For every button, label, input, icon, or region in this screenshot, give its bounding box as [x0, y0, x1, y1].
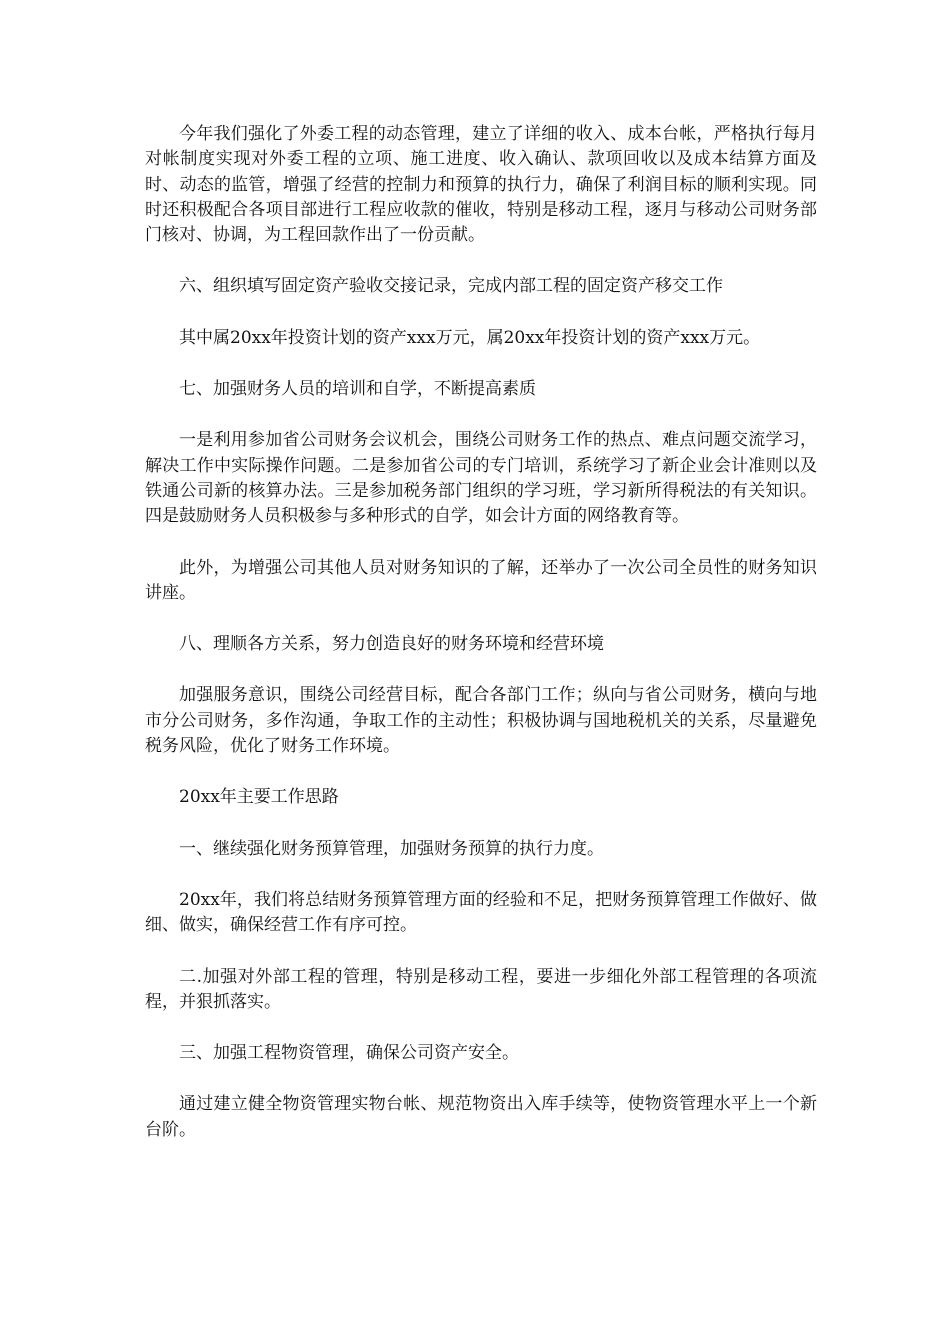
paragraph-training: 一是利用参加省公司财务会议机会，围绕公司财务工作的热点、难点问题交流学习，解决工作中实际操作问题。二是参加省公司的专门培训，系统学习了新企业会计准则以及铁通公司新的核算办法。三是参加税务部门组织的学习班，学习新所得税法的有关知识。四是鼓励财务人员积极参与多种形式的自学，如会计方面的网络教育等。	[145, 430, 817, 527]
heading-section-eight: 八、理顺各方关系，努力创造良好的财务环境和经营环境	[179, 634, 604, 655]
paragraph-outsourced-projects: 今年我们强化了外委工程的动态管理，建立了详细的收入、成本台帐，严格执行每月对帐制度实现对外委工程的立项、施工进度、收入确认、款项回收以及成本结算方面及时、动态的监管，增强了经营的控制力和预算的执行力，确保了利润目标的顺利实现。同时还积极配合各项目部进行工程应收款的催收，特别是移动工程，逐月与移动公司财务部门核对、协调，为工程回款作出了一份贡献。	[145, 124, 817, 246]
paragraph-materials: 通过建立健全物资管理实物台帐、规范物资出入库手续等，使物资管理水平上一个新台阶。	[145, 1094, 817, 1140]
heading-section-six: 六、组织填写固定资产验收交接记录，完成内部工程的固定资产移交工作	[179, 276, 723, 297]
paragraph-lecture: 此外，为增强公司其他人员对财务知识的了解，还举办了一次公司全员性的财务知识讲座。	[145, 557, 817, 603]
paragraph-relations: 加强服务意识，围绕公司经营目标，配合各部门工作；纵向与省公司财务，横向与地市分公司财务，多作沟通，争取工作的主动性；积极协调与国地税机关的关系，尽量避免税务风险，优化了财务工作环境。	[145, 685, 817, 757]
paragraph-budget: 20xx年，我们将总结财务预算管理方面的经验和不足，把财务预算管理工作做好、做细、做实，确保经营工作有序可控。	[145, 889, 817, 936]
heading-plan-two: 二.加强对外部工程的管理，特别是移动工程，要进一步细化外部工程管理的各项流程，并狠抓落实。	[145, 966, 817, 1012]
heading-plan-three: 三、加强工程物资管理，确保公司资产安全。	[179, 1043, 519, 1064]
paragraph-asset-amounts: 其中属20xx年投资计划的资产xxx万元，属20xx年投资计划的资产xxx万元。	[179, 327, 761, 348]
heading-plan-one: 一、继续强化财务预算管理，加强财务预算的执行力度。	[179, 838, 604, 859]
heading-work-plan: 20xx年主要工作思路	[179, 787, 339, 808]
heading-section-seven: 七、加强财务人员的培训和自学，不断提高素质	[179, 379, 536, 400]
document-page	[145, 122, 817, 1169]
